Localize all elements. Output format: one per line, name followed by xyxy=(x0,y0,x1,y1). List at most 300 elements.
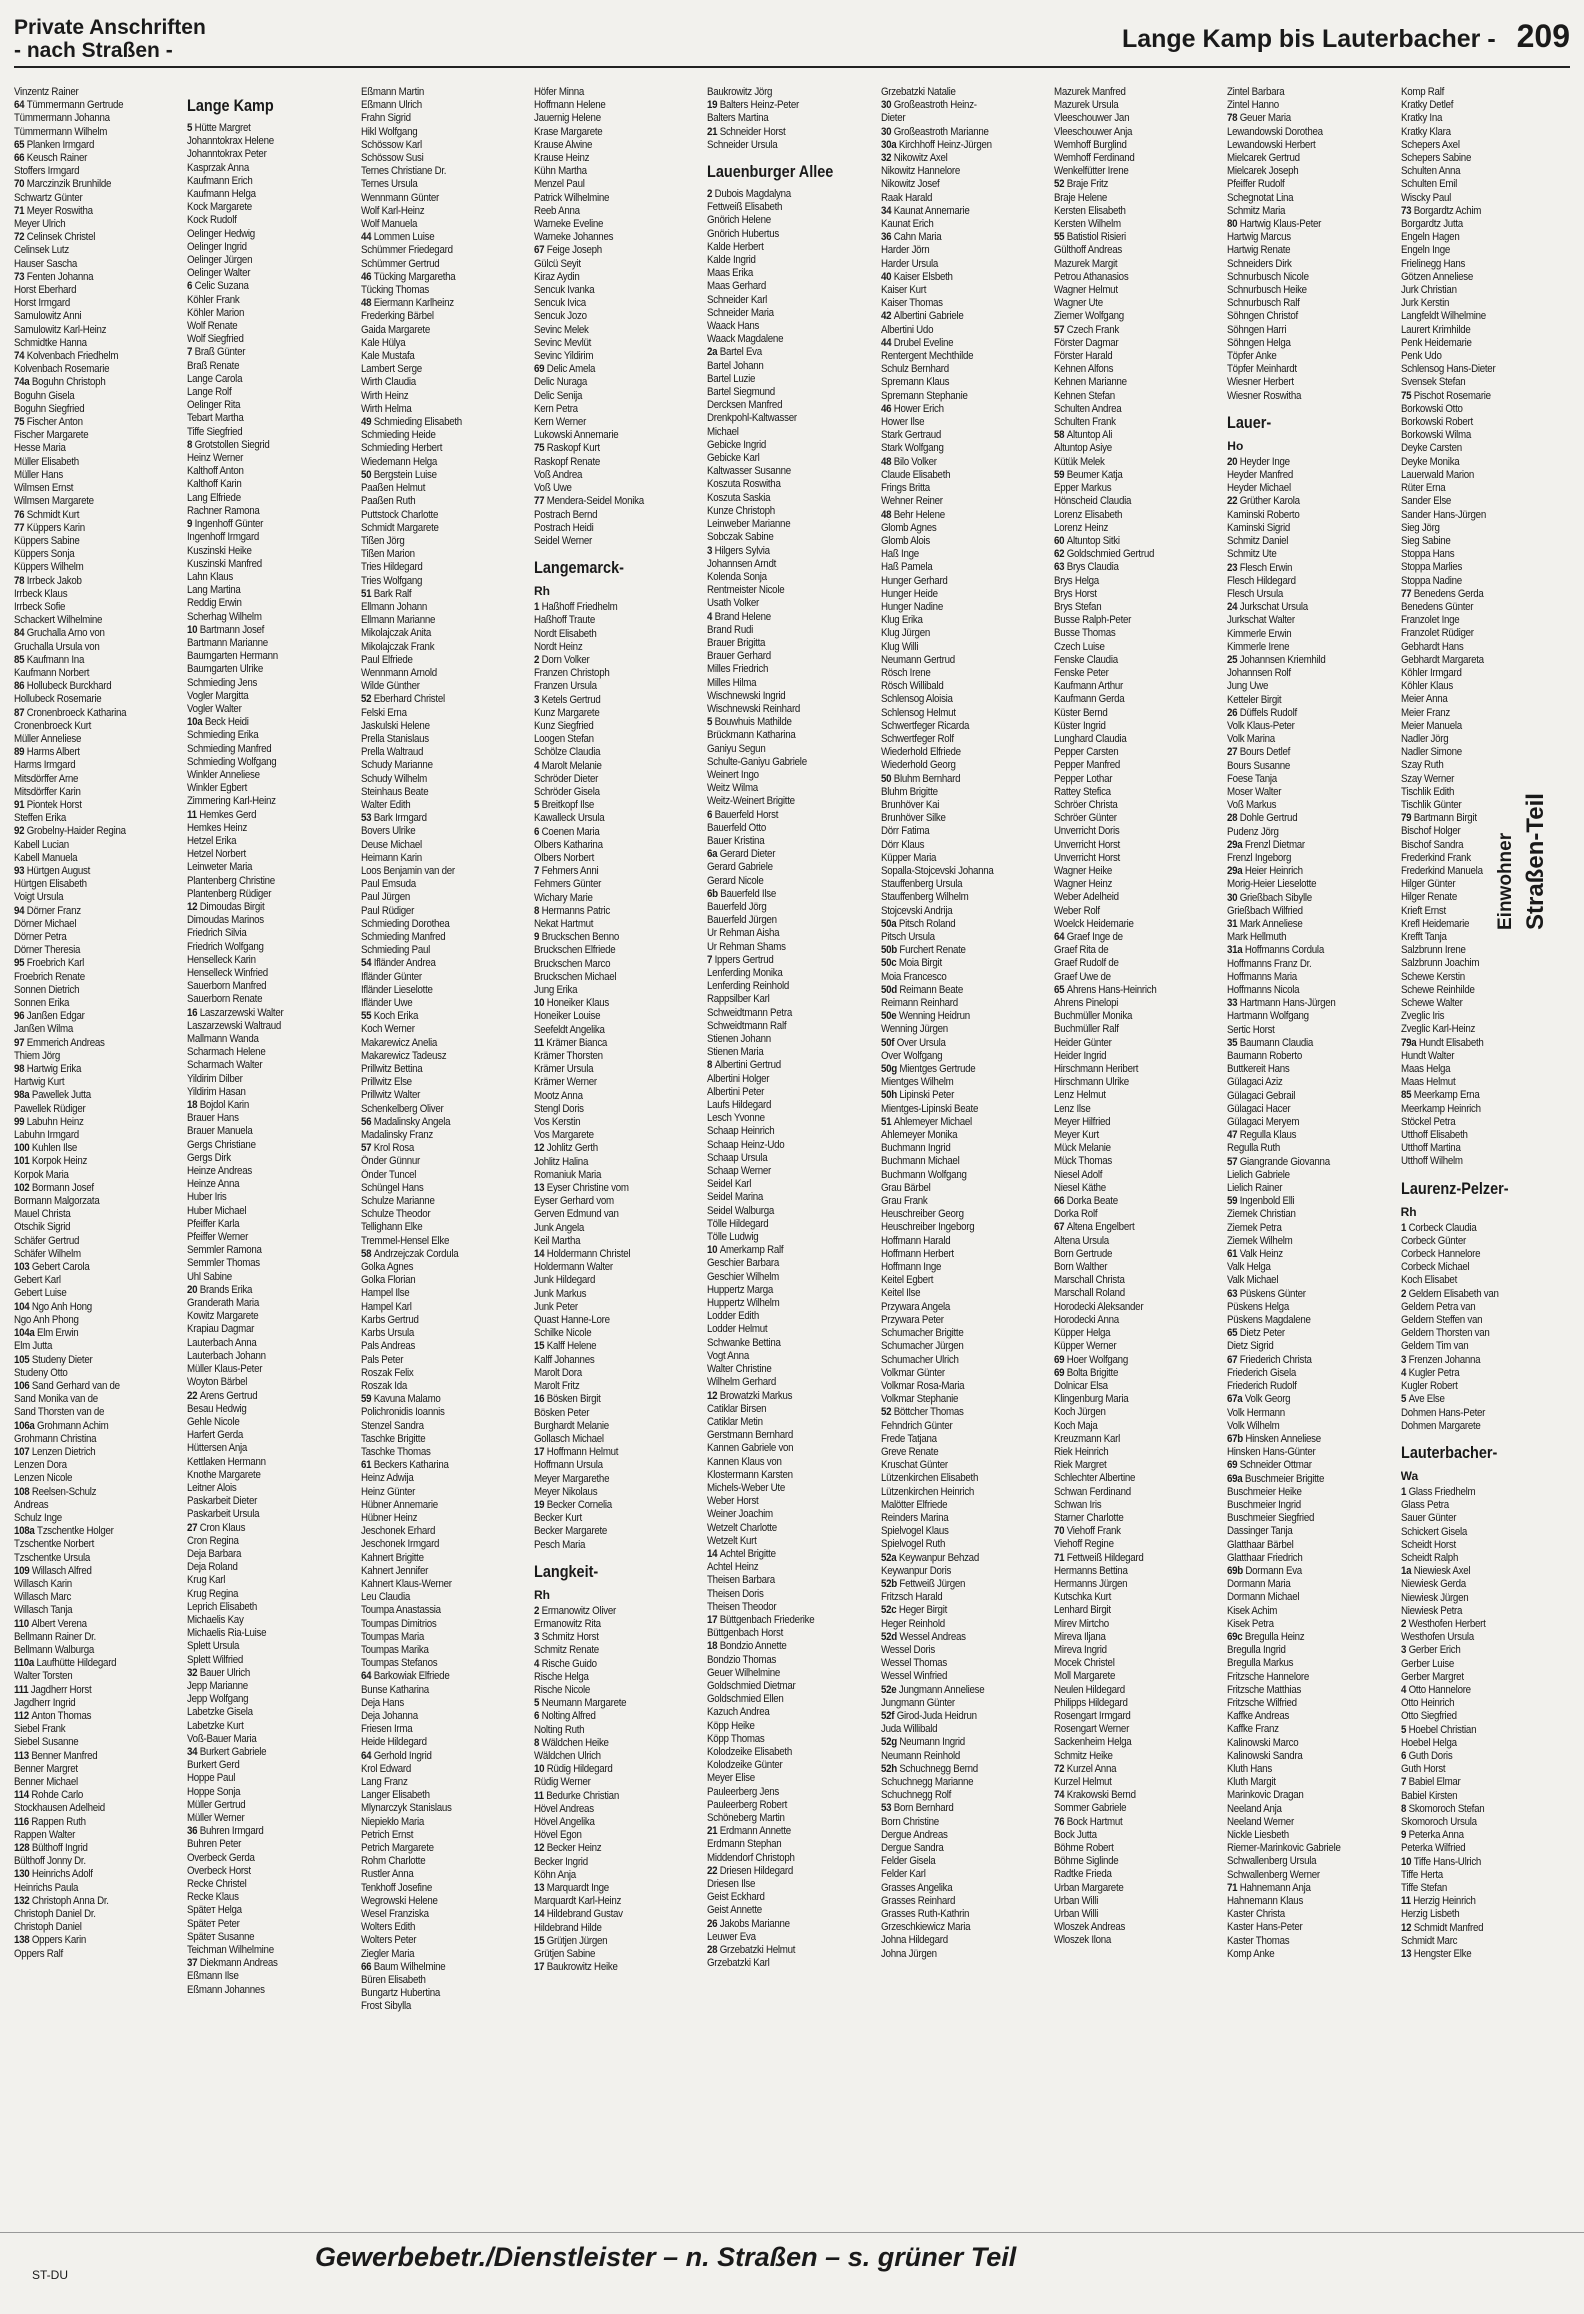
resident-entry: Rösch Irene xyxy=(880,666,931,679)
resident-entry: Bartel Luzie xyxy=(707,372,756,385)
resident-entry: Ahlemeyer Monika xyxy=(880,1129,957,1142)
resident-entry: Moia Francesco xyxy=(880,970,947,983)
resident-entry: Tümmermann Wilhelm xyxy=(14,125,108,138)
resident-entry: Kaster Thomas xyxy=(1227,1934,1290,1947)
resident-entry: Malötter Elfriede xyxy=(880,1498,947,1511)
resident-entry: Wiscky Paul xyxy=(1400,191,1451,204)
resident-entry: Albertini Peter xyxy=(707,1085,765,1098)
resident-entry: Taschke Thomas xyxy=(360,1445,431,1458)
resident-entry: Meier Anna xyxy=(1400,693,1448,706)
directory-column xyxy=(881,86,1050,2236)
resident-entry: Reinders Marina xyxy=(880,1511,949,1524)
resident-entry: Schwertfeger Ricarda xyxy=(880,719,969,732)
resident-entry: Vleeschouwer Anja xyxy=(1053,125,1133,138)
resident-entry: Lambert Serge xyxy=(360,363,422,376)
resident-entry: Bellmann Walburga xyxy=(14,1643,95,1656)
resident-entry: Dohmen Margarete xyxy=(1400,1419,1481,1432)
resident-entry: Teichman Wilhelmine xyxy=(187,1944,275,1957)
resident-entry: 10 Tiffe Hans-Ulrich xyxy=(1400,1855,1481,1868)
resident-entry: Neeland Werner xyxy=(1227,1815,1295,1828)
resident-entry: 9 Ingenhoff Günter xyxy=(187,518,264,531)
resident-entry: Schewe Kerstin xyxy=(1400,970,1465,983)
resident-entry: Labetzke Gisela xyxy=(187,1706,254,1719)
resident-entry: Lenzen Nicole xyxy=(14,1472,73,1485)
resident-entry: Bluhm Brigitte xyxy=(880,785,938,798)
resident-entry: Dietz Sigrid xyxy=(1227,1340,1274,1353)
resident-entry: Späteт Peter xyxy=(187,1917,240,1930)
resident-entry: Gebert Karl xyxy=(14,1274,61,1287)
resident-entry: Quast Hanne-Lore xyxy=(533,1314,610,1327)
resident-entry: Toumpa Anastassia xyxy=(360,1604,441,1617)
resident-entry: Meyer Margarethe xyxy=(533,1472,610,1485)
resident-entry: Sobczak Sabine xyxy=(707,531,774,544)
resident-entry: Kehnen Stefan xyxy=(1053,389,1115,402)
resident-entry: Franzolet Inge xyxy=(1400,614,1460,627)
resident-entry: Leinweter Maria xyxy=(187,861,253,874)
resident-entry: Tiffe Siegfried xyxy=(187,425,243,438)
resident-entry: 52a Keywanpur Behzad xyxy=(880,1551,979,1564)
resident-entry: Samulowitz Karl-Heinz xyxy=(14,323,107,336)
resident-entry: Bauerfeld Jürgen xyxy=(707,914,778,927)
resident-entry: Sander Else xyxy=(1400,495,1451,508)
resident-entry: 61 Beckers Katharina xyxy=(360,1459,449,1472)
resident-entry: Pudenz Jörg xyxy=(1227,825,1279,838)
resident-entry: Prillwitz Walter xyxy=(360,1089,420,1102)
resident-entry: 101 Korpok Heinz xyxy=(14,1155,88,1168)
resident-entry: 79a Hundt Elisabeth xyxy=(1400,1036,1484,1049)
resident-entry: 29a Heier Heinrich xyxy=(1227,865,1304,878)
resident-entry: Krefl Heidemarie xyxy=(1400,917,1469,930)
resident-entry: 105 Studeny Dieter xyxy=(14,1353,93,1366)
resident-entry: Milles Hilma xyxy=(707,676,757,689)
resident-entry: Schenkelberg Oliver xyxy=(360,1102,444,1115)
resident-entry: 64 Barkowiak Elfriede xyxy=(360,1670,450,1683)
resident-entry: Schulte-Ganiyu Gabriele xyxy=(707,755,808,768)
resident-entry: Mark Hellmuth xyxy=(1227,931,1287,944)
resident-entry: 60 Altuntop Sitki xyxy=(1053,534,1120,547)
resident-entry: Schneider Karl xyxy=(707,293,768,306)
resident-entry: Keil Martha xyxy=(533,1234,581,1247)
resident-entry: Köhler Klaus xyxy=(1400,680,1453,693)
resident-entry: Krause Alwine xyxy=(533,138,593,151)
resident-entry: 94 Dörner Franz xyxy=(14,904,81,917)
resident-entry: Henselleck Karin xyxy=(187,953,257,966)
resident-entry: Borkowski Wilma xyxy=(1400,429,1471,442)
resident-entry: Lenzen Dora xyxy=(14,1459,67,1472)
resident-entry: 50c Moia Birgit xyxy=(880,957,942,970)
resident-entry: Glatthaar Bärbel xyxy=(1227,1538,1294,1551)
resident-entry: 108a Tzschentke Holger xyxy=(14,1525,114,1538)
resident-entry: Seidel Marina xyxy=(707,1191,764,1204)
resident-entry: Steinhaus Beate xyxy=(360,785,429,798)
resident-entry: 66 Keusch Rainer xyxy=(14,152,88,165)
resident-entry: Golka Agnes xyxy=(360,1261,413,1274)
resident-entry: Müller Klaus-Peter xyxy=(187,1363,263,1376)
resident-entry: 29a Frenzl Dietmar xyxy=(1227,838,1306,851)
resident-entry: Schlechter Albertine xyxy=(1053,1472,1136,1485)
resident-entry: Küpper Werner xyxy=(1053,1340,1117,1353)
resident-entry: Szay Werner xyxy=(1400,772,1454,785)
resident-entry: Benedens Günter xyxy=(1400,600,1473,613)
resident-entry: Bischof Sandra xyxy=(1400,838,1463,851)
resident-entry: Becker Kurt xyxy=(533,1512,582,1525)
resident-entry: Zveglic Karl-Heinz xyxy=(1400,1023,1475,1036)
resident-entry: 110 Albert Verena xyxy=(14,1617,87,1630)
resident-entry: Wolf Siegfried xyxy=(187,333,244,346)
resident-entry: Schössow Susi xyxy=(360,152,424,165)
resident-entry: 48 Behr Helene xyxy=(880,508,945,521)
resident-entry: Labuhn Irmgard xyxy=(14,1129,79,1142)
resident-entry: 2 Ermanowitz Oliver xyxy=(533,1604,616,1617)
resident-entry: Brys Horst xyxy=(1053,587,1097,600)
resident-entry: 26 Jakobs Marianne xyxy=(707,1917,791,1930)
resident-entry: Brauer Brigitta xyxy=(707,636,766,649)
resident-entry: Pauleerberg Robert xyxy=(707,1798,788,1811)
resident-entry: Geldern Petra van xyxy=(1400,1300,1476,1313)
resident-entry: Unverricht Doris xyxy=(1053,825,1120,838)
resident-entry: Buchmann Wolfgang xyxy=(880,1168,967,1181)
resident-entry: Stark Wolfgang xyxy=(880,442,944,455)
resident-entry: Büttgenbach Horst xyxy=(707,1627,784,1640)
resident-entry: Olbers Norbert xyxy=(533,851,595,864)
resident-entry: Nikowitz Hannelore xyxy=(880,165,960,178)
street-heading: Lauterbacher- xyxy=(1400,1442,1497,1462)
resident-entry: Schulz Inge xyxy=(14,1511,62,1524)
resident-entry: Kaufmann Norbert xyxy=(14,666,90,679)
resident-entry: Lodder Edith xyxy=(707,1310,760,1323)
resident-entry: Holdermann Walter xyxy=(533,1261,613,1274)
resident-entry: Bregulla Markus xyxy=(1227,1657,1294,1670)
resident-entry: Labetzke Kurt xyxy=(187,1719,244,1732)
resident-entry: Vogt Anna xyxy=(707,1349,750,1362)
resident-entry: Kreuzmann Karl xyxy=(1053,1432,1120,1445)
resident-entry: Hürtgen Elisabeth xyxy=(14,878,87,891)
resident-entry: 4 Brand Helene xyxy=(707,610,772,623)
resident-entry: Woyton Bärbel xyxy=(187,1376,248,1389)
resident-entry: Mireva Iljana xyxy=(1053,1630,1106,1643)
resident-entry: Skomoroch Ursula xyxy=(1400,1815,1477,1828)
resident-entry: Sevinc Yildirim xyxy=(533,350,594,363)
resident-entry: Niewiesk Jürgen xyxy=(1400,1591,1469,1604)
resident-entry: 25 Johannsen Kriemhild xyxy=(1227,653,1326,666)
resident-entry: Lielich Gabriele xyxy=(1227,1168,1291,1181)
resident-entry: Pitsch Ursula xyxy=(880,931,935,943)
resident-entry: Glatthaar Friedrich xyxy=(1227,1551,1303,1564)
resident-entry: Krämer Thorsten xyxy=(533,1050,603,1063)
resident-entry: Hartwig Renate xyxy=(1227,244,1291,257)
resident-entry: Huber Iris xyxy=(187,1191,227,1204)
resident-entry: Erdmann Stephan xyxy=(707,1838,782,1851)
resident-entry: Riemer-Marinkovic Gabriele xyxy=(1227,1842,1341,1855)
resident-entry: Spielvogel Klaus xyxy=(880,1525,949,1538)
resident-entry: Besau Hedwig xyxy=(187,1402,247,1415)
resident-entry: Engeln Hagen xyxy=(1400,231,1460,244)
resident-entry: Kersten Wilhelm xyxy=(1053,218,1121,231)
resident-entry: Brückmann Katharina xyxy=(707,729,796,742)
resident-entry: Irrbeck Klaus xyxy=(14,587,68,600)
page-header xyxy=(14,10,1570,68)
resident-entry: Schulz Bernhard xyxy=(880,363,949,376)
resident-entry: Heinze Anna xyxy=(187,1178,240,1191)
resident-entry: Marschall Roland xyxy=(1053,1287,1125,1300)
footer-code: ST-DU xyxy=(32,2268,68,2282)
resident-entry: Söhngen Helga xyxy=(1227,336,1291,349)
resident-entry: Hundt Walter xyxy=(1400,1049,1454,1062)
resident-entry: 12 Dimoudas Birgit xyxy=(187,900,265,913)
resident-entry: Paskarbeit Dieter xyxy=(187,1495,258,1508)
resident-entry: Bauerfeld Otto xyxy=(707,821,767,834)
resident-entry: Dörner Theresia xyxy=(14,944,81,957)
resident-entry: 77 Mendera-Seidel Monika xyxy=(533,495,644,508)
resident-entry: Lunghard Claudia xyxy=(1053,732,1127,745)
resident-entry: Weitz Wilma xyxy=(707,782,759,795)
resident-entry: Hoffmanns Franz Dr. xyxy=(1227,957,1312,970)
footer-text: Gewerbebetr./Dienstleister – n. Straßen – s. grüner Teil xyxy=(315,2242,1017,2272)
resident-entry: Lenhard Birgit xyxy=(1053,1604,1111,1617)
resident-entry: Gerven Edmund van xyxy=(533,1208,619,1221)
resident-entry: Bruckschen Marco xyxy=(533,957,611,970)
resident-entry: Friederich Gisela xyxy=(1227,1366,1297,1379)
resident-entry: 79 Bartmann Birgit xyxy=(1400,812,1477,825)
resident-entry: Foese Tanja xyxy=(1227,772,1278,785)
resident-entry: Seefeldt Angelika xyxy=(533,1023,605,1036)
resident-entry: 58 Altuntop Ali xyxy=(1053,429,1113,442)
resident-entry: Dimoudas Marinos xyxy=(187,914,265,927)
resident-entry: Schilke Nicole xyxy=(533,1327,592,1340)
directory-columns xyxy=(14,86,1570,2236)
resident-entry: Kale Mustafa xyxy=(360,350,415,363)
resident-entry: Gülcü Seyit xyxy=(533,257,581,270)
resident-entry: 55 Batistiol Risieri xyxy=(1053,231,1126,244)
directory-column xyxy=(14,86,183,2236)
resident-entry: Tries Hildegard xyxy=(360,561,423,574)
resident-entry: Marinkovic Dragan xyxy=(1227,1789,1304,1802)
resident-entry: Schulze Marianne xyxy=(360,1195,435,1208)
resident-entry: Zintel Barbara xyxy=(1227,86,1285,98)
resident-entry: Mück Melanie xyxy=(1053,1142,1111,1155)
resident-entry: 23 Flesch Erwin xyxy=(1227,561,1293,574)
resident-entry: Hunger Heide xyxy=(880,587,938,600)
resident-entry: 10 Rüdig Hildegard xyxy=(533,1763,613,1776)
resident-entry: Karbs Ursula xyxy=(360,1327,414,1340)
resident-entry: Utthoff Wilhelm xyxy=(1400,1155,1463,1168)
resident-entry: Wesel Franziska xyxy=(360,1908,429,1921)
resident-entry: Schmitz Daniel xyxy=(1227,535,1289,548)
resident-entry: Thiem Jörg xyxy=(14,1049,60,1062)
resident-entry: Ketteler Birgit xyxy=(1227,693,1282,706)
resident-entry: Volk Marina xyxy=(1227,733,1276,746)
resident-entry: Horst Eberhard xyxy=(14,284,77,297)
resident-entry: Friedrich Silvia xyxy=(187,927,247,940)
resident-entry: 50 Bluhm Bernhard xyxy=(880,772,960,785)
resident-entry: Weber Rolf xyxy=(1053,904,1100,917)
resident-entry: Frings Britta xyxy=(880,482,930,495)
resident-entry: Deyke Monika xyxy=(1400,455,1460,468)
resident-entry: Hetzel Erika xyxy=(187,834,237,847)
resident-entry: Meerkamp Heinrich xyxy=(1400,1102,1481,1115)
resident-entry: Schmitz Heike xyxy=(1053,1749,1113,1762)
district-code: Ho xyxy=(1227,438,1244,453)
resident-entry: Müller Gertrud xyxy=(187,1798,246,1811)
resident-entry: 50h Lipinski Peter xyxy=(880,1089,954,1102)
resident-entry: Schneider Ursula xyxy=(707,138,778,151)
resident-entry: Schüngel Hans xyxy=(360,1181,424,1194)
resident-entry: Schmieding Manfred xyxy=(360,931,446,943)
resident-entry: 130 Heinrichs Adolf xyxy=(14,1868,93,1881)
resident-entry: Wirth Helma xyxy=(360,402,412,415)
resident-entry: Samulowitz Anni xyxy=(14,310,82,323)
directory-column xyxy=(707,86,876,2236)
resident-entry: Rentmeister Nicole xyxy=(707,584,785,597)
resident-entry: 46 Tücking Margaretha xyxy=(360,270,456,283)
resident-entry: Wehner Reiner xyxy=(880,495,943,508)
resident-entry: 56 Madalinsky Angela xyxy=(360,1115,450,1128)
resident-entry: Schröder Dieter xyxy=(533,772,599,785)
resident-entry: 92 Grobelny-Haider Regina xyxy=(14,825,126,838)
resident-entry: 12 Browatzki Markus xyxy=(707,1389,793,1402)
resident-entry: Mazurek Margit xyxy=(1053,257,1118,270)
resident-entry: Schwallenberg Werner xyxy=(1227,1868,1321,1881)
resident-entry: Schwanke Bettina xyxy=(707,1336,781,1349)
resident-entry: Stienen Maria xyxy=(707,1046,764,1059)
resident-entry: 8 Hermanns Patric xyxy=(533,904,611,917)
resident-entry: Greve Renate xyxy=(880,1445,939,1458)
resident-entry: Sevinc Mevlüt xyxy=(533,336,592,349)
resident-entry: Felder Gisela xyxy=(880,1855,936,1868)
resident-entry: Friesen Irma xyxy=(360,1723,413,1736)
resident-entry: Wolf Karl-Heinz xyxy=(360,204,425,217)
resident-entry: Petrou Athanasios xyxy=(1053,270,1129,283)
resident-entry: Schwertfeger Rolf xyxy=(880,732,954,745)
resident-entry: Müller Elisabeth xyxy=(14,455,79,468)
resident-entry: Hoppe Sonja xyxy=(187,1785,241,1798)
resident-entry: Mikolajczak Anita xyxy=(360,627,431,640)
resident-entry: Mirev Mirtcho xyxy=(1053,1617,1109,1630)
resident-entry: Gehle Nicole xyxy=(187,1415,240,1428)
resident-entry: 50g Mientges Gertrude xyxy=(880,1063,976,1076)
resident-entry: Kuszinski Manfred xyxy=(187,557,263,570)
resident-entry: Volkmar Stephanie xyxy=(880,1393,958,1406)
resident-entry: 72 Celinsek Christel xyxy=(14,231,96,244)
resident-entry: Patrick Wilhelmine xyxy=(533,191,610,204)
resident-entry: 11 Herzig Heinrich xyxy=(1400,1895,1476,1908)
resident-entry: Bours Susanne xyxy=(1227,759,1291,772)
resident-entry: 32 Bauer Ulrich xyxy=(187,1666,251,1679)
resident-entry: Voß Andrea xyxy=(533,468,583,481)
resident-entry: Tischlik Edith xyxy=(1400,785,1454,798)
resident-entry: Sieg Jörg xyxy=(1400,521,1440,534)
resident-entry: 4 Otto Hannelore xyxy=(1400,1683,1471,1696)
resident-entry: 5 Hoebel Christian xyxy=(1400,1723,1476,1736)
resident-entry: 40 Kaiser Elsbeth xyxy=(880,270,953,283)
resident-entry: Rachner Ramona xyxy=(187,504,260,517)
resident-entry: Nikowitz Josef xyxy=(880,178,940,191)
resident-entry: Reddig Erwin xyxy=(187,597,242,610)
resident-entry: Moser Walter xyxy=(1227,785,1282,798)
resident-entry: 107 Lenzen Dietrich xyxy=(14,1445,96,1458)
resident-entry: 5 Hütte Margret xyxy=(187,122,251,134)
resident-entry: Sommer Gabriele xyxy=(1053,1802,1127,1815)
resident-entry: Kannen Klaus von xyxy=(707,1455,783,1468)
resident-entry: Küppers Wilhelm xyxy=(14,561,84,574)
resident-entry: Wemhoff Ferdinand xyxy=(1053,152,1135,165)
resident-entry: Elm Jutta xyxy=(14,1340,53,1353)
resident-entry: Brauer Manuela xyxy=(187,1125,253,1138)
resident-entry: Wetzelt Kurt xyxy=(707,1534,757,1547)
resident-entry: Heinz Adwija xyxy=(360,1472,414,1485)
resident-entry: Woelck Heidemarie xyxy=(1053,917,1134,930)
resident-entry: Tellighann Elke xyxy=(360,1221,423,1234)
resident-entry: Herzig Lisbeth xyxy=(1400,1908,1460,1921)
resident-entry: Postrach Heidi xyxy=(533,521,594,534)
resident-entry: Salzbrunn Irene xyxy=(1400,944,1466,957)
resident-entry: Marquardt Karl-Heinz xyxy=(533,1895,622,1908)
resident-entry: Hemkes Heinz xyxy=(187,821,248,834)
resident-entry: Hönscheid Claudia xyxy=(1053,495,1132,508)
resident-entry: Wemhoff Burglind xyxy=(1053,138,1127,151)
resident-entry: Felski Erna xyxy=(360,706,407,719)
resident-entry: Frost Sibylla xyxy=(360,2000,411,2013)
resident-entry: Jepp Wolfgang xyxy=(187,1693,249,1706)
resident-entry: 48 Bilo Volker xyxy=(880,455,937,468)
resident-entry: 48 Eiermann Karlheinz xyxy=(360,297,454,310)
resident-entry: 69a Buschmeier Brigitte xyxy=(1227,1472,1325,1485)
resident-entry: 102 Bormann Josef xyxy=(14,1181,94,1194)
resident-entry: Leuwer Eva xyxy=(707,1930,757,1943)
resident-entry: Engeln Inge xyxy=(1400,244,1450,257)
resident-entry: Felder Karl xyxy=(880,1868,926,1881)
resident-entry: Langer Elisabeth xyxy=(360,1789,430,1802)
resident-entry: Schmieding Heide xyxy=(360,429,436,442)
resident-entry: Rappsilber Karl xyxy=(707,993,770,1006)
resident-entry: Baukrowitz Jörg xyxy=(707,86,773,98)
resident-entry: 17 Büttgenbach Friederike xyxy=(707,1613,815,1626)
resident-entry: Schaap Ursula xyxy=(707,1151,768,1164)
resident-entry: 46 Hower Erich xyxy=(880,402,944,415)
resident-entry: 54 Ifländer Andrea xyxy=(360,957,436,970)
resident-entry: Hoffmann Inge xyxy=(880,1261,941,1274)
resident-entry: Schmieding Erika xyxy=(187,729,259,742)
resident-entry: 2 Dubois Magdalyna xyxy=(707,188,792,201)
resident-entry: Ziemek Wilhelm xyxy=(1227,1234,1293,1247)
resident-entry: Gergs Christiane xyxy=(187,1138,257,1151)
resident-entry: Penk Heidemarie xyxy=(1400,336,1472,349)
resident-entry: 5 Ave Else xyxy=(1400,1393,1445,1406)
resident-entry: Vos Kerstin xyxy=(533,1116,581,1129)
resident-entry: Köhler Frank xyxy=(187,293,240,306)
resident-entry: Henselleck Winfried xyxy=(187,967,269,979)
resident-entry: Maas Gerhard xyxy=(707,280,767,293)
resident-entry: Neeland Anja xyxy=(1227,1802,1282,1815)
resident-entry: Schwartz Günter xyxy=(14,191,83,204)
resident-entry: Ternes Ursula xyxy=(360,178,418,191)
resident-entry: Guth Horst xyxy=(1400,1763,1446,1776)
resident-entry: Krieft Ernst xyxy=(1400,904,1446,917)
resident-entry: Kaminski Roberto xyxy=(1227,508,1300,521)
resident-entry: Volk Hermann xyxy=(1227,1406,1286,1419)
resident-entry: 13 Hengster Elke xyxy=(1400,1948,1471,1961)
resident-entry: Müller Werner xyxy=(187,1812,245,1824)
resident-entry: Ellmann Marianne xyxy=(360,614,435,627)
resident-entry: Penk Udo xyxy=(1400,350,1442,363)
resident-entry: Keitel Ilse xyxy=(880,1287,920,1300)
resident-entry: 12 Johlitz Gerth xyxy=(533,1142,598,1155)
resident-entry: Radtke Frieda xyxy=(1053,1868,1112,1881)
resident-entry: Hoebel Helga xyxy=(1400,1736,1457,1749)
resident-entry: Loos Benjamin van der xyxy=(360,864,455,877)
resident-entry: Prella Waltraud xyxy=(360,746,423,759)
resident-entry: Frielinegg Hans xyxy=(1400,257,1465,270)
